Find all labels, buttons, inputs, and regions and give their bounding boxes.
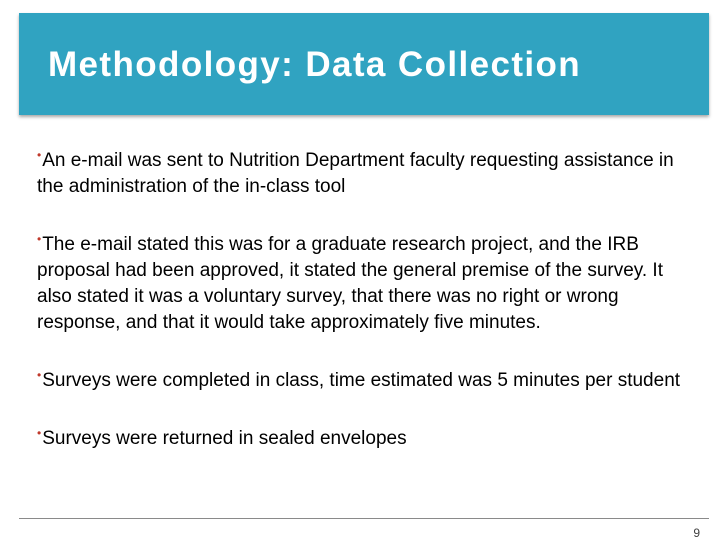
bullet-text: The e-mail stated this was for a graduate research project, and the IRB proposal had been approved, it stated the general premise of the survey. It also stated it was a voluntary survey, that there was no right or wrong response, and that it would take approximately five minutes. bbox=[37, 234, 663, 333]
bullet-text: An e-mail was sent to Nutrition Department faculty requesting assistance in the administration of the in-class tool bbox=[37, 150, 674, 197]
slide-title: Methodology: Data Collection bbox=[48, 45, 582, 84]
bullet-text: Surveys were completed in class, time estimated was 5 minutes per student bbox=[42, 370, 681, 391]
bullet-item bbox=[37, 142, 697, 200]
bullet-item bbox=[37, 226, 697, 336]
footer-divider bbox=[19, 518, 709, 519]
bullet-item bbox=[37, 420, 697, 452]
bullet-list bbox=[37, 142, 697, 478]
bullet-dot-icon: • bbox=[37, 232, 42, 246]
bullet-dot-icon: • bbox=[37, 148, 42, 162]
page-number: 9 bbox=[693, 526, 700, 540]
bullet-item bbox=[37, 362, 697, 394]
bullet-dot-icon: • bbox=[37, 426, 42, 440]
bullet-text: Surveys were returned in sealed envelopes bbox=[42, 428, 407, 449]
bullet-dot-icon: • bbox=[37, 368, 42, 382]
